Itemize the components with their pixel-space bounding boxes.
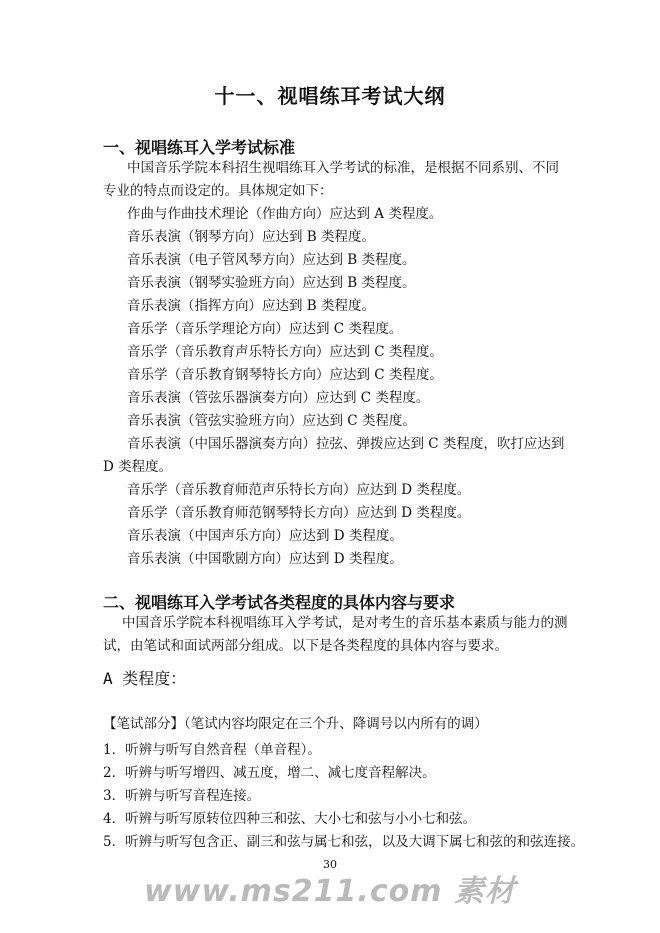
written-item: 3．听辨与听写音程连接。: [103, 788, 261, 804]
standard-item: 音乐表演（中国歌剧方向）应达到 D 类程度。: [127, 551, 403, 567]
level-a-heading: A 类程度：: [103, 669, 187, 688]
standard-item: 音乐学（音乐学理论方向）应达到 C 类程度。: [127, 321, 403, 337]
written-item: 1．听辨与听写自然音程（单音程）。: [103, 742, 321, 758]
written-item: 4．听辨与听写原转位四种三和弦、大小七和弦与小小七和弦。: [103, 811, 477, 827]
standard-item: 音乐表演（指挥方向）应达到 B 类程度。: [127, 298, 376, 314]
standard-item: 音乐表演（中国声乐方向）应达到 D 类程度。: [127, 528, 403, 544]
written-part-heading: 【笔试部分】（笔试内容均限定在三个升、降调号以内所有的调）: [103, 716, 488, 732]
standard-item: 音乐表演（中国乐器演奏方向）拉弦、弹拨应达到 C 类程度，吹打应达到: [127, 436, 565, 452]
section2-line-2: 试，由笔试和面试两部分组成。以下是各类程度的具体内容与要求。: [103, 638, 508, 654]
standard-item-continuation: D 类程度。: [103, 459, 173, 475]
standard-item: 音乐表演（钢琴方向）应达到 B 类程度。: [127, 229, 376, 245]
page-number: 30: [323, 858, 337, 871]
standard-item: 音乐表演（管弦乐器演奏方向）应达到 C 类程度。: [127, 390, 430, 406]
standard-item: 音乐学（音乐教育钢琴特长方向）应达到 C 类程度。: [127, 367, 443, 383]
written-item: 5．听辨与听写包含正、副三和弦与属七和弦，以及大调下属七和弦的和弦连接。: [103, 834, 585, 850]
standard-item: 作曲与作曲技术理论（作曲方向）应达到 A 类程度。: [127, 206, 443, 222]
section2-line-1: 中国音乐学院本科视唱练耳入学考试，是对考生的音乐基本素质与能力的测: [122, 615, 568, 631]
standard-item: 音乐学（音乐教育师范钢琴特长方向）应达到 D 类程度。: [127, 505, 471, 521]
standard-item: 音乐学（音乐教育声乐特长方向）应达到 C 类程度。: [127, 344, 443, 360]
watermark: www.ms211.com 素材: [144, 874, 516, 909]
standard-item: 音乐表演（电子管风琴方向）应达到 B 类程度。: [127, 252, 416, 268]
standard-item: 音乐表演（管弦实验班方向）应达到 C 类程度。: [127, 413, 416, 429]
standard-item: 音乐表演（钢琴实验班方向）应达到 B 类程度。: [127, 275, 416, 291]
section-heading-1: 一、视唱练耳入学考试标准: [103, 138, 296, 157]
section-heading-2: 二、视唱练耳入学考试各类程度的具体内容与要求: [103, 593, 456, 612]
standard-item: 音乐学（音乐教育师范声乐特长方向）应达到 D 类程度。: [127, 482, 471, 498]
written-item: 2．听辨与听写增四、减五度，增二、减七度音程解决。: [103, 765, 436, 781]
section1-intro-line-1: 中国音乐学院本科招生视唱练耳入学考试的标准，是根据不同系别、不同: [127, 160, 559, 176]
section1-intro-line-2: 专业的特点而设定的。具体规定如下：: [103, 183, 333, 199]
page-title: 十一、视唱练耳考试大纲: [214, 84, 446, 108]
